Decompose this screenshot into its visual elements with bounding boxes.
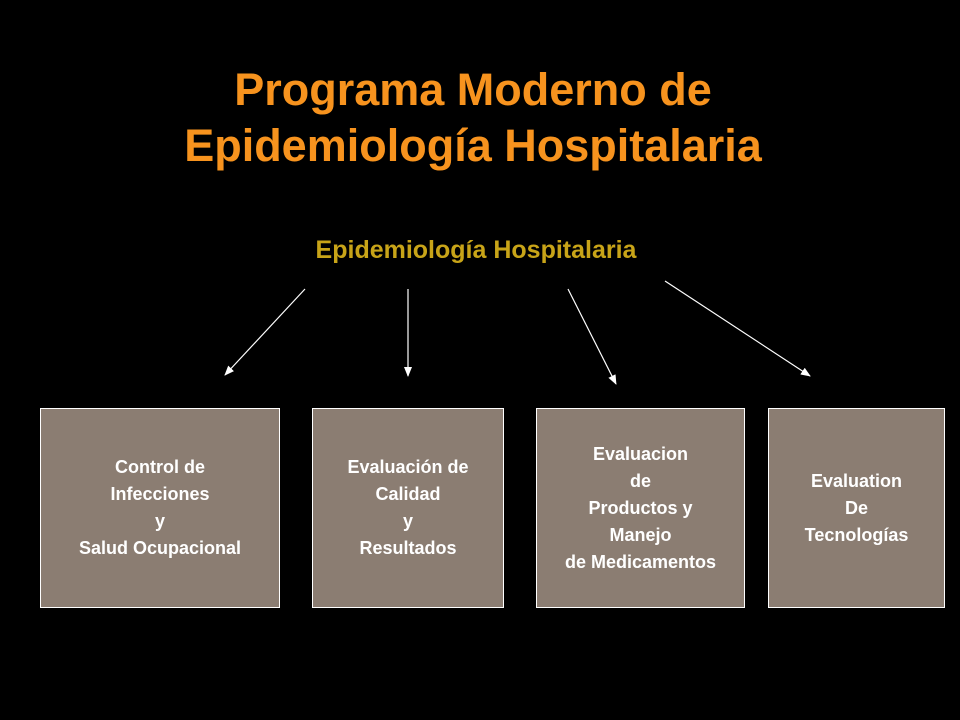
box-line: de: [629, 470, 651, 491]
arrow-to-box-1: [225, 289, 305, 375]
arrow-to-box-3: [568, 289, 616, 384]
box-line: Infecciones: [110, 484, 210, 504]
box-evaluacion-productos: [536, 408, 745, 608]
box-line: Evaluation: [810, 470, 903, 491]
box-line: y: [402, 511, 413, 531]
box-line: Manejo: [609, 524, 672, 545]
box-evaluacion-calidad: [312, 408, 504, 608]
box-line: Productos y: [588, 497, 693, 518]
box-line: Salud Ocupacional: [78, 538, 242, 558]
title-line-1: Programa Moderno de: [234, 64, 712, 115]
box-line: Tecnologías: [804, 524, 909, 545]
box-line: de Medicamentos: [564, 551, 717, 572]
title-line-2: Epidemiología Hospitalaria: [184, 120, 762, 171]
diagram-root-label: Epidemiología Hospitalaria: [315, 236, 637, 264]
box-line: Resultados: [359, 538, 457, 558]
box-line: Evaluación de: [347, 457, 469, 477]
box-line: Evaluacion: [592, 443, 689, 464]
box-control-infecciones: [40, 408, 280, 608]
box-line: Calidad: [375, 484, 441, 504]
box-evaluation-tecnologias: [768, 408, 945, 608]
box-line: De: [844, 497, 868, 518]
box-line: y: [154, 511, 165, 531]
arrow-to-box-4: [665, 281, 810, 376]
box-line: Control de: [115, 457, 205, 477]
